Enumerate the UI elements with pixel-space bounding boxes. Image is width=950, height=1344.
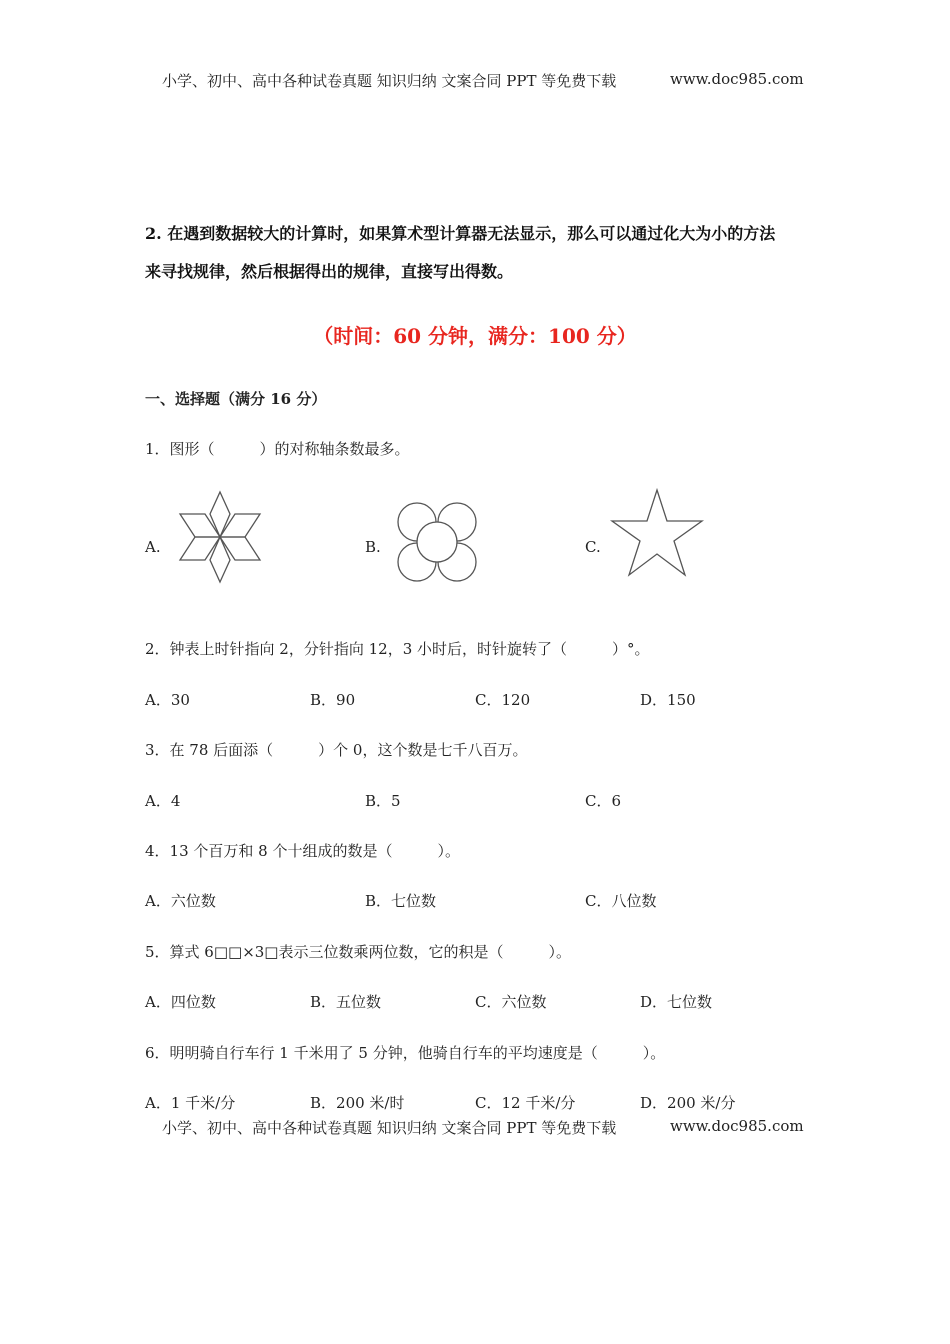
five-point-star-figure [610, 488, 704, 578]
section-title: 一、选择题（满分 16 分） [145, 390, 327, 408]
question-3-stem: 3．在 78 后面添（ ）个 0，这个数是七千八百万。 [145, 741, 528, 759]
question-5-option-b: B．五位数 [310, 993, 382, 1011]
question-2-option-b: B．90 [310, 691, 356, 709]
footer-url: www.doc985.com [670, 1117, 804, 1135]
header-text: 小学、初中、高中各种试卷真题 知识归纳 文案合同 PPT 等免费下载 [162, 72, 617, 90]
question-1-stem: 1．图形（ ）的对称轴条数最多。 [145, 440, 410, 458]
question-1-option-c: C. [585, 538, 601, 556]
question-4-option-c: C．八位数 [585, 892, 657, 910]
question-6-stem: 6．明明骑自行车行 1 千米用了 5 分钟，他骑自行车的平均速度是（ ）。 [145, 1044, 666, 1062]
time-note: （时间：60 分钟，满分：100 分） [313, 324, 637, 348]
question-5-option-a: A．四位数 [145, 993, 216, 1011]
six-rhombus-star-figure [175, 490, 265, 584]
question-3-option-b: B．5 [365, 792, 401, 810]
question-2-stem: 2．钟表上时针指向 2，分针指向 12，3 小时后，时针旋转了（ ）°。 [145, 640, 650, 658]
question-6-option-a: A．1 千米/分 [145, 1094, 236, 1112]
question-1-option-b: B. [365, 538, 381, 556]
question-5-option-d: D．七位数 [640, 993, 713, 1011]
question-6-option-b: B．200 米/时 [310, 1094, 405, 1112]
question-2-option-d: D．150 [640, 691, 696, 709]
question-6-option-c: C．12 千米/分 [475, 1094, 576, 1112]
question-4-stem: 4．13 个百万和 8 个十组成的数是（ ）。 [145, 842, 460, 860]
question-2-option-c: C．120 [475, 691, 531, 709]
question-3-option-a: A．4 [145, 792, 181, 810]
five-circles-figure [396, 501, 478, 583]
question-1-option-a: A. [145, 538, 161, 556]
question-5-option-c: C．六位数 [475, 993, 547, 1011]
footer-text: 小学、初中、高中各种试卷真题 知识归纳 文案合同 PPT 等免费下载 [162, 1119, 617, 1137]
header-url: www.doc985.com [670, 70, 804, 88]
question-2-option-a: A．30 [145, 691, 190, 709]
question-5-stem: 5．算式 6□□×3□表示三位数乘两位数，它的积是（ ）。 [145, 943, 571, 961]
tip-line-2: 来寻找规律，然后根据得出的规律，直接写出得数。 [145, 262, 514, 281]
question-4-option-a: A．六位数 [145, 892, 216, 910]
question-3-option-c: C．6 [585, 792, 622, 810]
tip-line-1: 2. 在遇到数据较大的计算时，如果算术型计算器无法显示，那么可以通过化大为小的方法 [145, 224, 776, 243]
question-6-option-d: D．200 米/分 [640, 1094, 736, 1112]
question-4-option-b: B．七位数 [365, 892, 437, 910]
